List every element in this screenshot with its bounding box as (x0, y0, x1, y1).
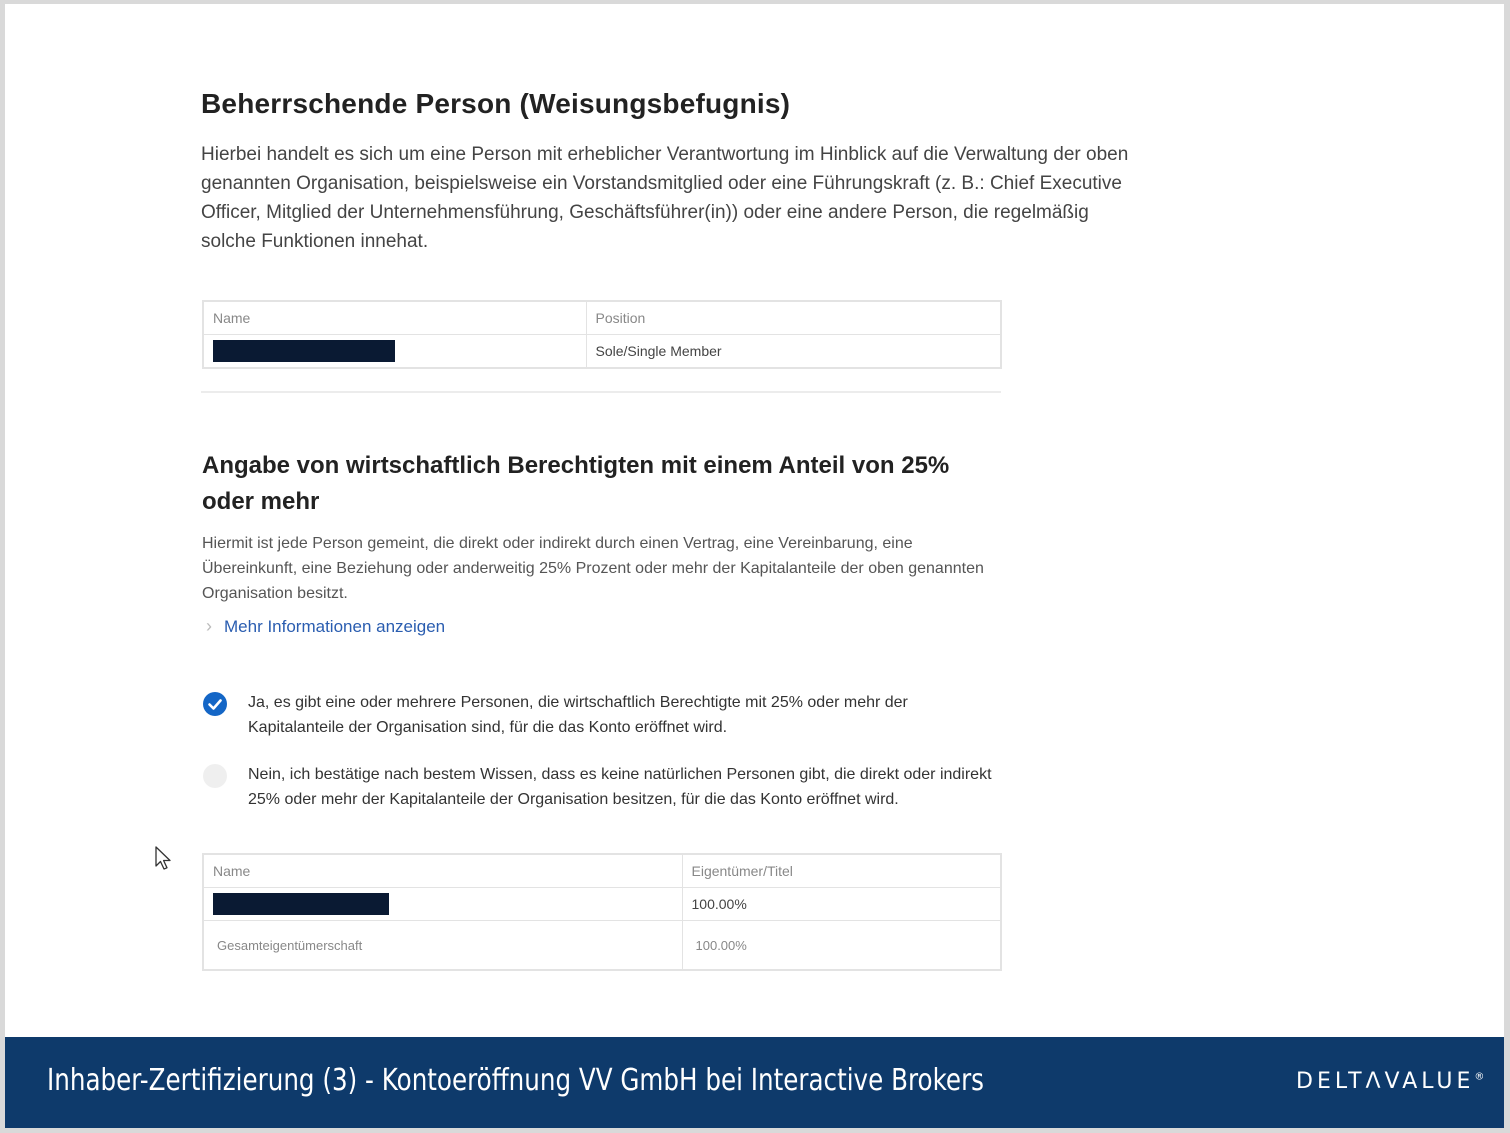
option-no-label: Nein, ich bestätige nach bestem Wissen, dass es keine natürlichen Personen gibt, die direkt oder indirekt 25% oder mehr der Kapitalanteile der Organisation besitzen, für die das Konto eröffnet wird. (248, 766, 992, 808)
column-header-name: Name (203, 854, 682, 888)
table-header-row (203, 301, 1001, 335)
name-cell (203, 888, 682, 921)
controlling-person-description: Hierbei handelt es sich um eine Person mit erheblicher Verantwortung im Hinblick auf die Verwaltung der oben genannten Organisation, beispielsweise ein Vorstandsmitglied oder eine Führungskraft (z. B.: Chief Executive Officer, Mitglied der Unternehmensführung, Geschäftsführer(in)) oder eine andere Person, die regelmäßig solche Funktionen innehat. (201, 144, 1129, 252)
column-header-position: Position (586, 301, 1001, 335)
radio-unchecked-icon[interactable] (203, 764, 227, 788)
deltavalue-logo: DELTΛVALUE® (1296, 1069, 1485, 1094)
controlling-person-title: Beherrschende Person (Weisungsbefugnis) (201, 88, 791, 119)
mouse-cursor-icon (155, 846, 173, 872)
redacted-name (213, 893, 389, 915)
section-divider (201, 391, 1001, 393)
banner-title: Inhaber-Zertifizierung (3) - Kontoeröffnung VV GmbH bei Interactive Brokers (47, 1063, 985, 1098)
name-cell (203, 335, 586, 369)
ownership-cell: 100.00% (682, 888, 1001, 921)
total-value: 100.00% (682, 921, 1001, 971)
form-content (5, 4, 1504, 1036)
controlling-person-table (202, 300, 1002, 369)
option-yes-label: Ja, es gibt eine oder mehrere Personen, die wirtschaftlich Berechtigte mit 25% oder mehr der Kapitalanteile der Organisation sind, für die das Konto eröffnet wird. (248, 694, 908, 736)
screenshot-frame (5, 4, 1504, 1128)
table-row (203, 335, 1001, 369)
beneficial-owners-description: Hiermit ist jede Person gemeint, die direkt oder indirekt durch einen Vertrag, eine Vereinbarung, eine Übereinkunft, eine Beziehung oder anderweitig 25% Prozent oder mehr der Kapitalanteile der oben genannten Organisation besitzt. (202, 535, 984, 602)
checkmark-icon (203, 692, 227, 716)
beneficial-owners-title: Angabe von wirtschaftlich Berechtigten mit einem Anteil von 25% oder mehr (202, 452, 950, 515)
more-info-link[interactable] (206, 616, 445, 637)
chevron-right-icon: › (206, 616, 212, 636)
column-header-ownership: Eigentümer/Titel (682, 854, 1001, 888)
radio-checked-icon[interactable] (203, 692, 227, 716)
column-header-name: Name (203, 301, 586, 335)
redacted-name (213, 340, 395, 362)
more-info-label: Mehr Informationen anzeigen (224, 616, 446, 636)
table-row (203, 888, 1001, 921)
position-cell: Sole/Single Member (586, 335, 1001, 369)
total-label: Gesamteigentümerschaft (203, 921, 682, 971)
caption-banner (5, 1037, 1504, 1128)
total-row (203, 921, 1001, 971)
beneficial-owners-table (202, 853, 1002, 971)
table-header-row (203, 854, 1001, 888)
